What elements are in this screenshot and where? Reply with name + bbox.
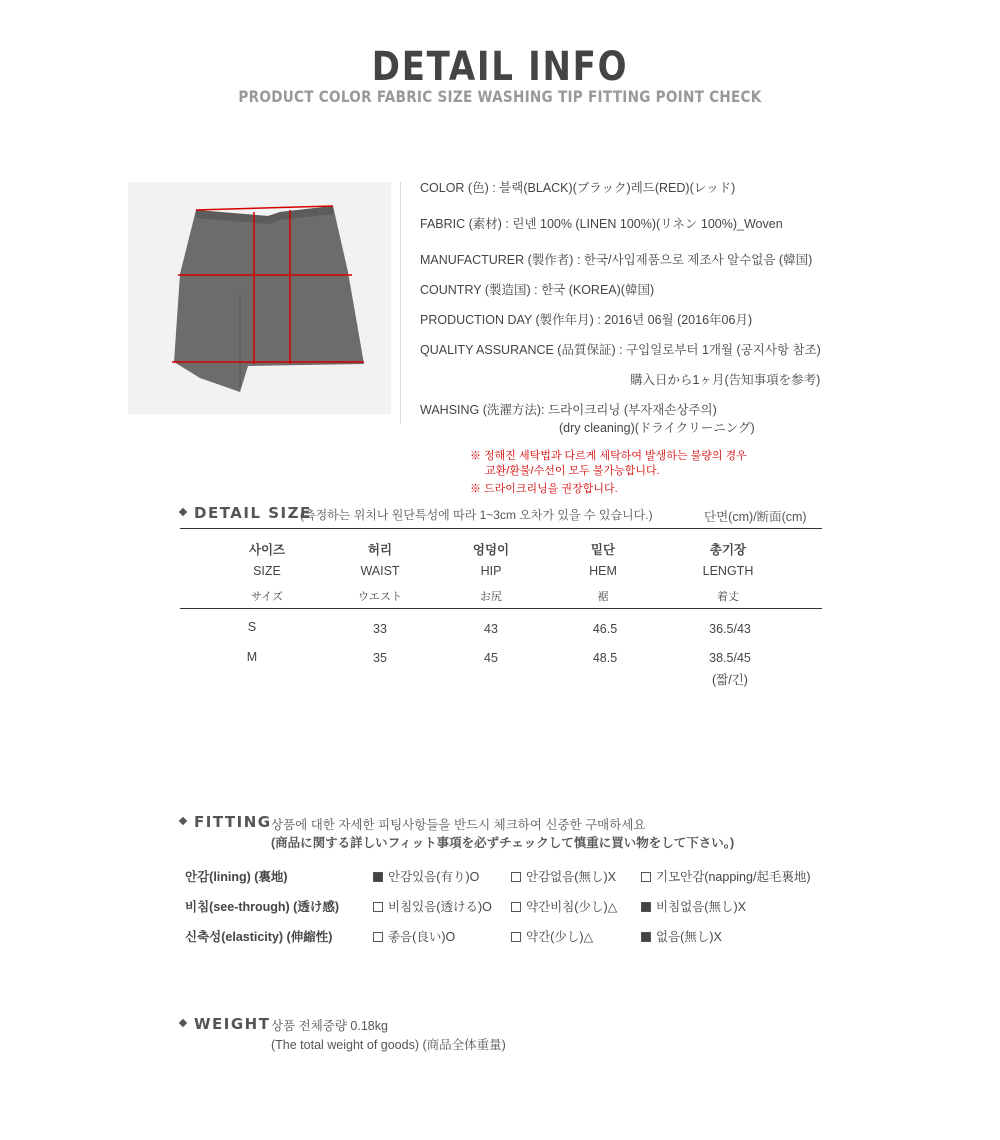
info-color: COLOR (色) : 블랙(BLACK)(ブラック)레드(RED)(レッド) — [420, 181, 736, 195]
cell-hip: 45 — [484, 651, 498, 665]
col-waist-ko: 허리 — [367, 543, 393, 557]
fitting-row-lining — [185, 867, 288, 885]
col-hem-jp: 裾 — [597, 591, 609, 603]
fitting-option: 비침있음(透ける)O — [373, 897, 492, 915]
table-header-rule — [180, 608, 822, 609]
col-hem-ko: 밑단 — [590, 543, 616, 557]
fitting-label: 안감(lining) (裏地) — [185, 870, 288, 884]
info-washing: WAHSING (洗濯方法): 드라이크리닝 (부자재손상주의) — [420, 403, 717, 417]
col-length-jp: 着丈 — [717, 591, 739, 603]
warning-text: ※ 드라이크리닝을 권장합니다. — [470, 483, 618, 495]
cell-size: S — [247, 620, 257, 634]
col-length-en: LENGTH — [702, 564, 754, 578]
fitting-option: 기모안감(napping/起毛裏地) — [641, 867, 811, 885]
fitting-heading: FITTING — [180, 813, 272, 831]
cell-hem: 48.5 — [592, 651, 618, 665]
weight-value: 상품 전체중량 0.18kg — [271, 1019, 388, 1033]
fitting-label: 비침(see-through) (透け感) — [185, 900, 339, 914]
cell-waist: 33 — [373, 622, 387, 636]
page-title: DETAIL INFO — [371, 44, 629, 90]
fitting-option: 안감없음(無し)X — [511, 867, 616, 885]
skirt-body — [174, 206, 364, 392]
fitting-option: 좋음(良い)O — [373, 927, 455, 945]
col-waist-en: WAIST — [360, 564, 400, 578]
info-fabric: FABRIC (素材) : 린넨 100% (LINEN 100%)(リネン 100%)_Woven — [420, 217, 783, 231]
fitting-option: 없음(無し)X — [641, 927, 722, 945]
cell-size: M — [246, 650, 258, 664]
cell-length: 38.5/45 — [709, 651, 751, 665]
fitting-note: 상품에 대한 자세한 피팅사항들을 반드시 체크하여 신중한 구매하세요 — [271, 818, 646, 832]
length-note: (짧/긴) — [712, 673, 748, 687]
col-hem-en: HEM — [589, 564, 617, 578]
checked-box-icon — [373, 872, 383, 882]
fitting-row-see-through — [185, 897, 339, 915]
diamond-bullet-icon — [179, 507, 187, 515]
diamond-bullet-icon — [179, 1018, 187, 1026]
unchecked-box-icon — [511, 902, 521, 912]
info-country: COUNTRY (製造国) : 한국 (KOREA)(韓国) — [420, 283, 655, 297]
fitting-row-elasticity — [185, 927, 332, 945]
fitting-label: 신축성(elasticity) (伸縮性) — [185, 930, 333, 944]
warning-text: 교환/환불/수선이 모두 불가능합니다. — [485, 465, 660, 477]
checked-box-icon — [641, 932, 651, 942]
col-hip-jp: お尻 — [480, 591, 502, 603]
weight-note: (The total weight of goods) (商品全体重量) — [271, 1038, 506, 1052]
detail-size-unit: 단면(cm)/断面(cm) — [704, 510, 807, 524]
unchecked-box-icon — [511, 872, 521, 882]
fitting-option: 비침없음(無し)X — [641, 897, 746, 915]
detail-size-note: (측정하는 위치나 원단특성에 따라 1~3cm 오차가 있을 수 있습니다.) — [300, 508, 653, 522]
page-subtitle: PRODUCT COLOR FABRIC SIZE WASHING TIP FITTING POINT CHECK — [238, 87, 762, 106]
info-washing-2: (dry cleaning)(ドライクリーニング) — [559, 421, 755, 435]
unchecked-box-icon — [511, 932, 521, 942]
unchecked-box-icon — [641, 872, 651, 882]
checked-box-icon — [641, 902, 651, 912]
product-photo — [128, 182, 391, 414]
info-quality-assurance-jp: 購入日から1ヶ月(告知事項を参考) — [630, 373, 821, 387]
col-size-jp: サイズ — [250, 591, 284, 603]
col-hip-en: HIP — [480, 564, 502, 578]
cell-waist: 35 — [373, 651, 387, 665]
col-waist-jp: ウエスト — [358, 591, 402, 603]
cell-hem: 46.5 — [592, 622, 618, 636]
fitting-option: 약간비침(少し)△ — [511, 897, 617, 915]
weight-heading: WEIGHT — [180, 1015, 270, 1033]
col-length-ko: 총기장 — [709, 543, 747, 557]
fitting-option: 안감있음(有り)O — [373, 867, 479, 885]
table-top-rule — [180, 528, 822, 529]
info-production-day: PRODUCTION DAY (製作年月) : 2016년 06월 (2016年06月) — [420, 313, 753, 327]
divider — [400, 182, 401, 424]
unchecked-box-icon — [373, 932, 383, 942]
fitting-note-jp: (商品に関する詳しいフィット事項を必ずチェックして慎重に買い物をして下さい。) — [271, 836, 735, 850]
info-quality-assurance: QUALITY ASSURANCE (品質保証) : 구입일로부터 1개월 (공지사항 참조) — [420, 343, 821, 357]
cell-length: 36.5/43 — [709, 622, 751, 636]
info-manufacturer: MANUFACTURER (製作者) : 한국/사입제품으로 제조사 알수없음 (韓国) — [420, 253, 813, 267]
col-size-en: SIZE — [253, 564, 281, 578]
skirt-illustration — [128, 182, 391, 414]
fitting-option: 약간(少し)△ — [511, 927, 593, 945]
diamond-bullet-icon — [179, 816, 187, 824]
col-size-ko: 사이즈 — [248, 543, 286, 557]
warning-text: ※ 정해진 세탁법과 다르게 세탁하여 발생하는 불량의 경우 — [470, 450, 747, 462]
cell-hip: 43 — [484, 622, 498, 636]
col-hip-ko: 엉덩이 — [472, 543, 510, 557]
unchecked-box-icon — [373, 902, 383, 912]
detail-size-heading: DETAIL SIZE — [180, 504, 312, 522]
